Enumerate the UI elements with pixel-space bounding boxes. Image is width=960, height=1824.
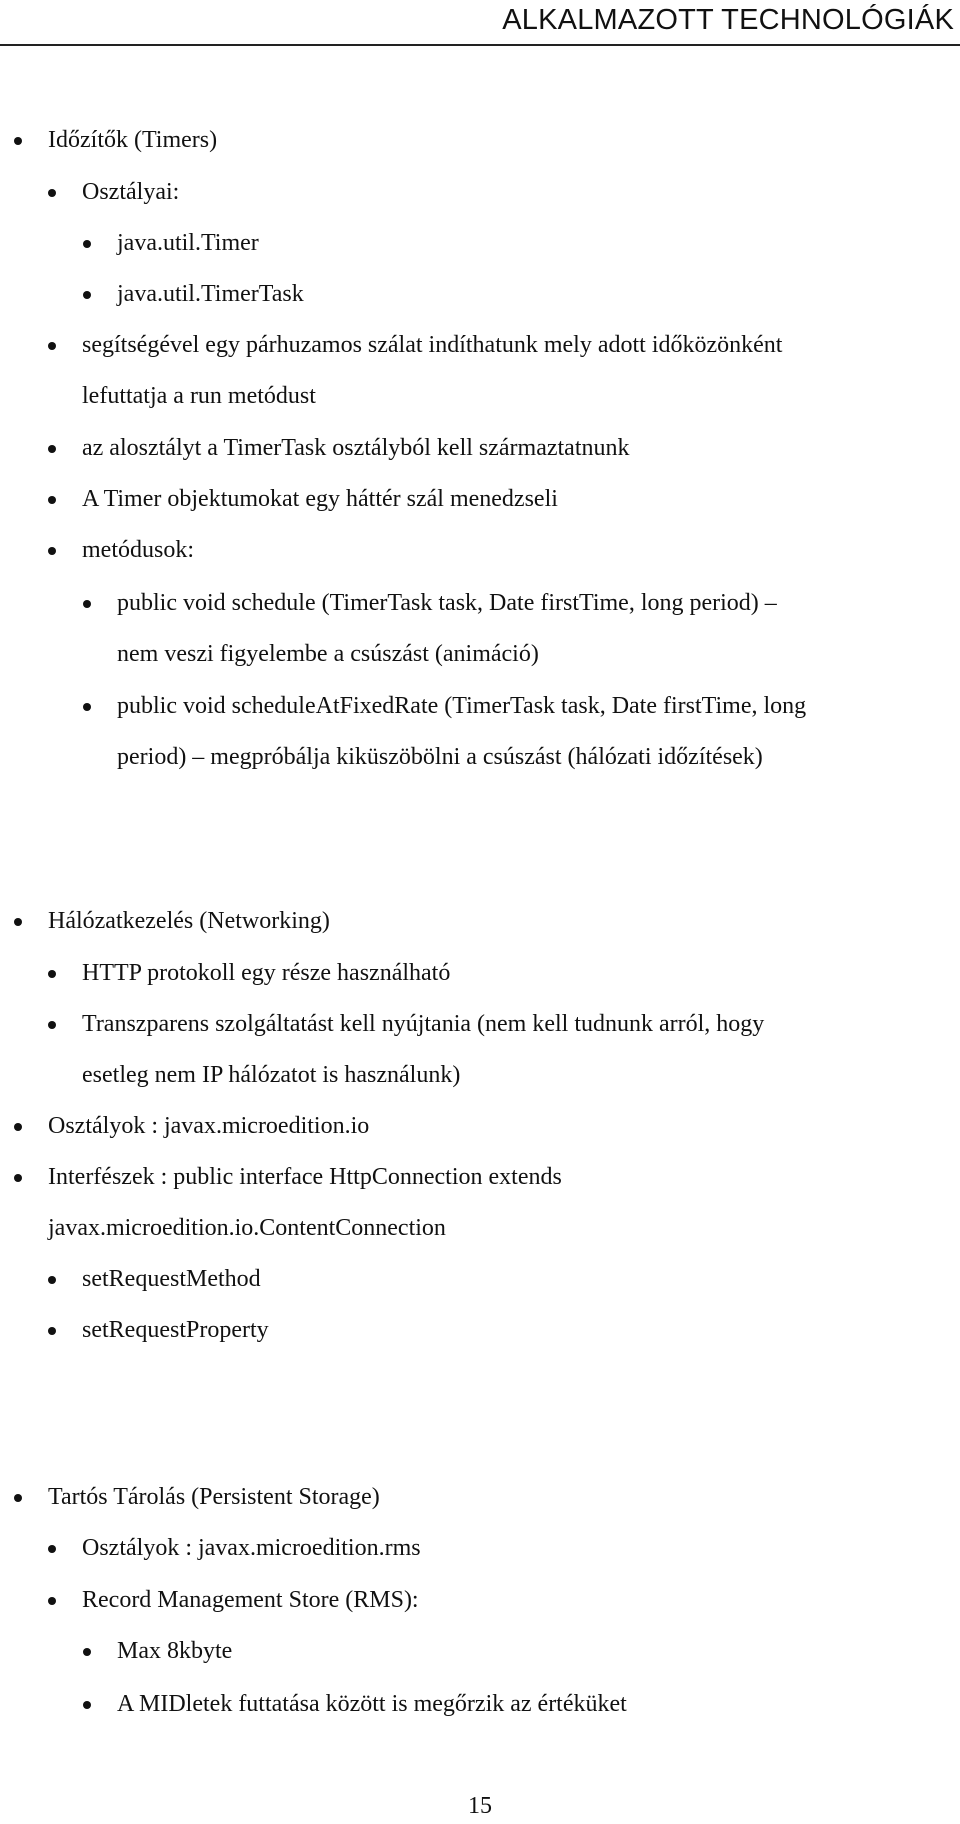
item-text: Osztályok : javax.microedition.rms [82,1535,421,1561]
section-title: Tartós Tárolás (Persistent Storage) [48,1484,380,1510]
bullet-icon [83,240,91,248]
list-item-continuation [82,371,316,421]
item-text: javax.microedition.io.ContentConnection [48,1215,446,1241]
item-text: Osztályai: [82,179,180,205]
list-item-timers-point-1 [82,320,782,370]
list-item-timers-title [48,115,217,165]
list-item-setrequestproperty [82,1305,269,1355]
item-text: public void schedule (TimerTask task, Date firstTime, long period) – [117,590,777,616]
item-text: Max 8kbyte [117,1638,233,1664]
bullet-icon [14,1494,22,1502]
item-text: metódusok: [82,537,194,563]
section-title: Hálózatkezelés (Networking) [48,908,330,934]
bullet-icon [48,1276,56,1284]
bullet-icon [48,496,56,504]
list-item-method-schedule [117,578,777,628]
list-item-networking-interfaces [48,1152,562,1202]
bullet-icon [48,1545,56,1553]
list-item-continuation [82,1050,460,1100]
bullet-icon [14,1123,22,1131]
item-text: Record Management Store (RMS): [82,1587,419,1613]
bullet-icon [48,1597,56,1605]
bullet-icon [48,1327,56,1335]
item-text: period) – megpróbálja kiküszöbölni a csúszást (hálózati időzítések) [117,744,763,770]
bullet-icon [14,137,22,145]
list-item-timers-classes [82,167,179,217]
bullet-icon [83,1648,91,1656]
item-text: Transzparens szolgáltatást kell nyújtania (nem kell tudnunk arról, hogy [82,1011,765,1037]
item-text: setRequestMethod [82,1266,261,1292]
list-item-networking-title [48,896,330,946]
item-text: setRequestProperty [82,1317,269,1343]
list-item-storage-classes [82,1523,421,1573]
list-item-networking-point-2 [82,999,764,1049]
item-text: HTTP protokoll egy része használható [82,960,451,986]
item-text: Interfészek : public interface HttpConnection extends [48,1164,562,1190]
bullet-icon [48,970,56,978]
page-number: 15 [468,1793,492,1819]
item-text: java.util.TimerTask [117,281,304,307]
list-item-storage-midlet [117,1679,627,1729]
item-text: nem veszi figyelembe a csúszást (animáció) [117,641,539,667]
item-text: Osztályok : javax.microedition.io [48,1113,370,1139]
bullet-icon [48,189,56,197]
item-text: A Timer objektumokat egy háttér szál menedzseli [82,486,558,512]
list-item-timers-point-2 [82,423,630,473]
bullet-icon [48,342,56,350]
item-text: java.util.Timer [117,230,259,256]
list-item-method-fixedrate [117,681,806,731]
bullet-icon [83,291,91,299]
bullet-icon [48,547,56,555]
item-text: segítségével egy párhuzamos szálat indíthatunk mely adott időközönként [82,332,783,358]
section-title: Időzítők (Timers) [48,127,218,153]
page-header [0,0,960,46]
list-item-storage-rms [82,1575,419,1625]
bullet-icon [14,918,22,926]
list-item-continuation [117,629,539,679]
bullet-icon [48,1021,56,1029]
list-item-timers-methods [82,525,194,575]
item-text: A MIDletek futtatása között is megőrzik az értéküket [117,1691,627,1717]
list-item-timertask-class [117,269,304,319]
item-text: public void scheduleAtFixedRate (TimerTask task, Date firstTime, long [117,693,807,719]
list-item-continuation [117,732,763,782]
list-item-setrequestmethod [82,1254,261,1304]
item-text: lefuttatja a run metódust [82,383,316,409]
list-item-continuation [48,1203,446,1253]
item-text: az alosztályt a TimerTask osztályból kell származtatnunk [82,435,630,461]
list-item-timers-point-3 [82,474,558,524]
list-item-networking-classes [48,1101,369,1151]
bullet-icon [14,1174,22,1182]
header-title: ALKALMAZOTT TECHNOLÓGIÁK [502,4,954,36]
bullet-icon [83,1701,91,1709]
bullet-icon [83,703,91,711]
list-item-networking-point-1 [82,948,450,998]
bullet-icon [83,600,91,608]
list-item-storage-title [48,1472,380,1522]
list-item-timer-class [117,218,259,268]
list-item-storage-max [117,1626,232,1676]
bullet-icon [48,445,56,453]
item-text: esetleg nem IP hálózatot is használunk) [82,1062,461,1088]
